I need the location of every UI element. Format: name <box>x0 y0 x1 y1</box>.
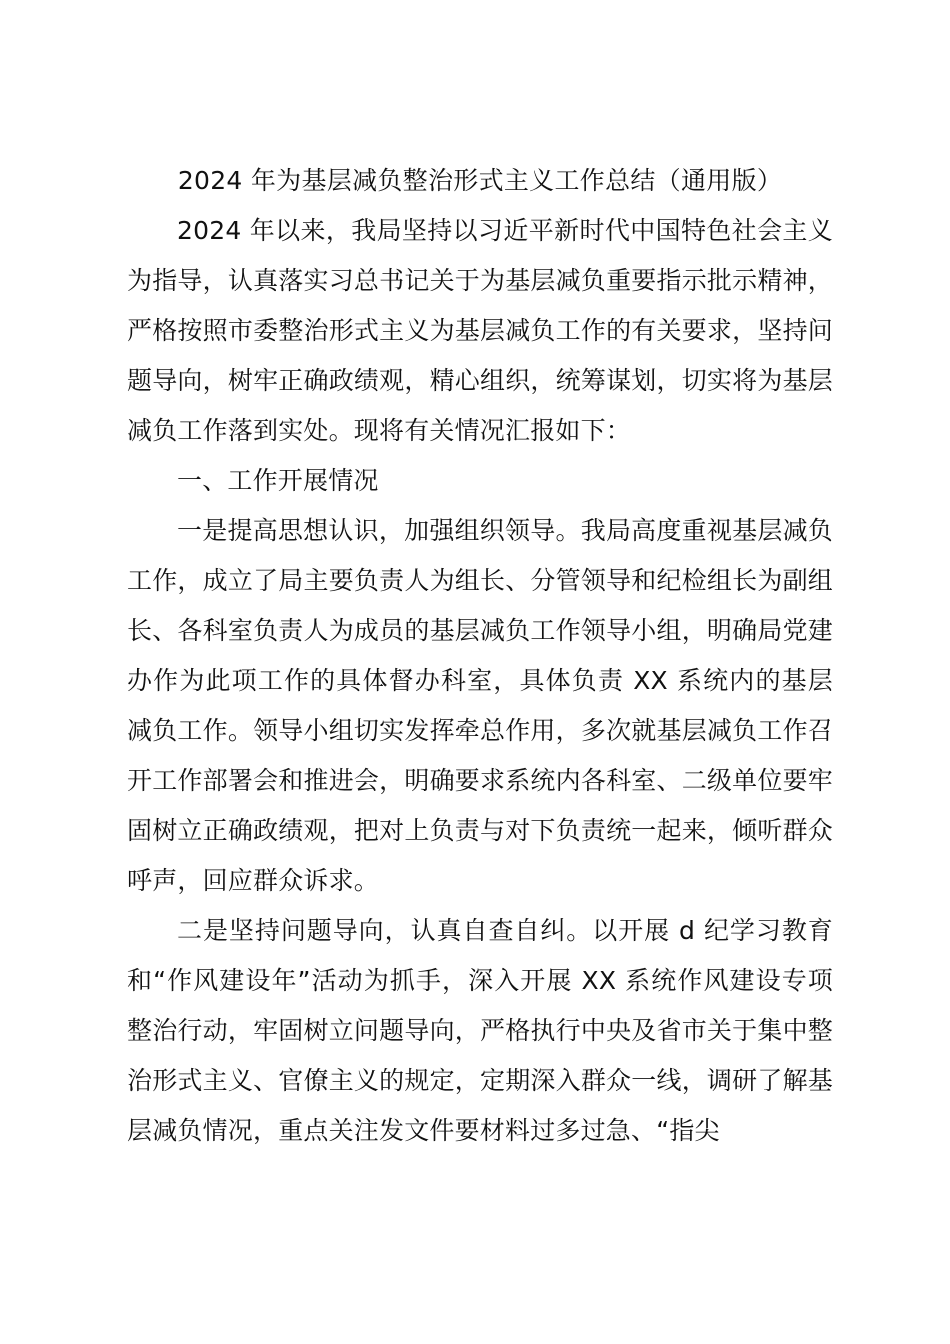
section-heading: 一、工作开展情况 <box>177 466 379 495</box>
document-body <box>127 156 833 1156</box>
intro-paragraph: 2024 年以来，我局坚持以习近平新时代中国特色社会主义为指导，认真落实习总书记关于为基层减负重要指示批示精神，严格按照市委整治形式主义为基层减负工作的有关要求，坚持问题导向，树牢正确政绩观，精心组织，统筹谋划，切实将为基层减负工作落到实处。现将有关情况汇报如下： <box>127 216 833 445</box>
body-paragraph-2: 二是坚持问题导向，认真自查自纠。以开展 d 纪学习教育和“作风建设年”活动为抓手，深入开展 XX 系统作风建设专项整治行动，牢固树立问题导向，严格执行中央及省市关于集中整治形式主义、官僚主义的规定，定期深入群众一线，调研了解基层减负情况，重点关注发文件要材料过多过急、“指尖 <box>127 916 833 1145</box>
body-paragraph-1: 一是提高思想认识，加强组织领导。我局高度重视基层减负工作，成立了局主要负责人为组长、分管领导和纪检组长为副组长、各科室负责人为成员的基层减负工作领导小组，明确局党建办作为此项工作的具体督办科室，具体负责 XX 系统内的基层减负工作。领导小组切实发挥牵总作用，多次就基层减负工作召开工作部署会和推进会，明确要求系统内各科室、二级单位要牢固树立正确政绩观，把对上负责与对下负责统一起来，倾听群众呼声，回应群众诉求。 <box>127 516 833 895</box>
document-title: 2024 年为基层减负整治形式主义工作总结（通用版） <box>177 166 783 195</box>
